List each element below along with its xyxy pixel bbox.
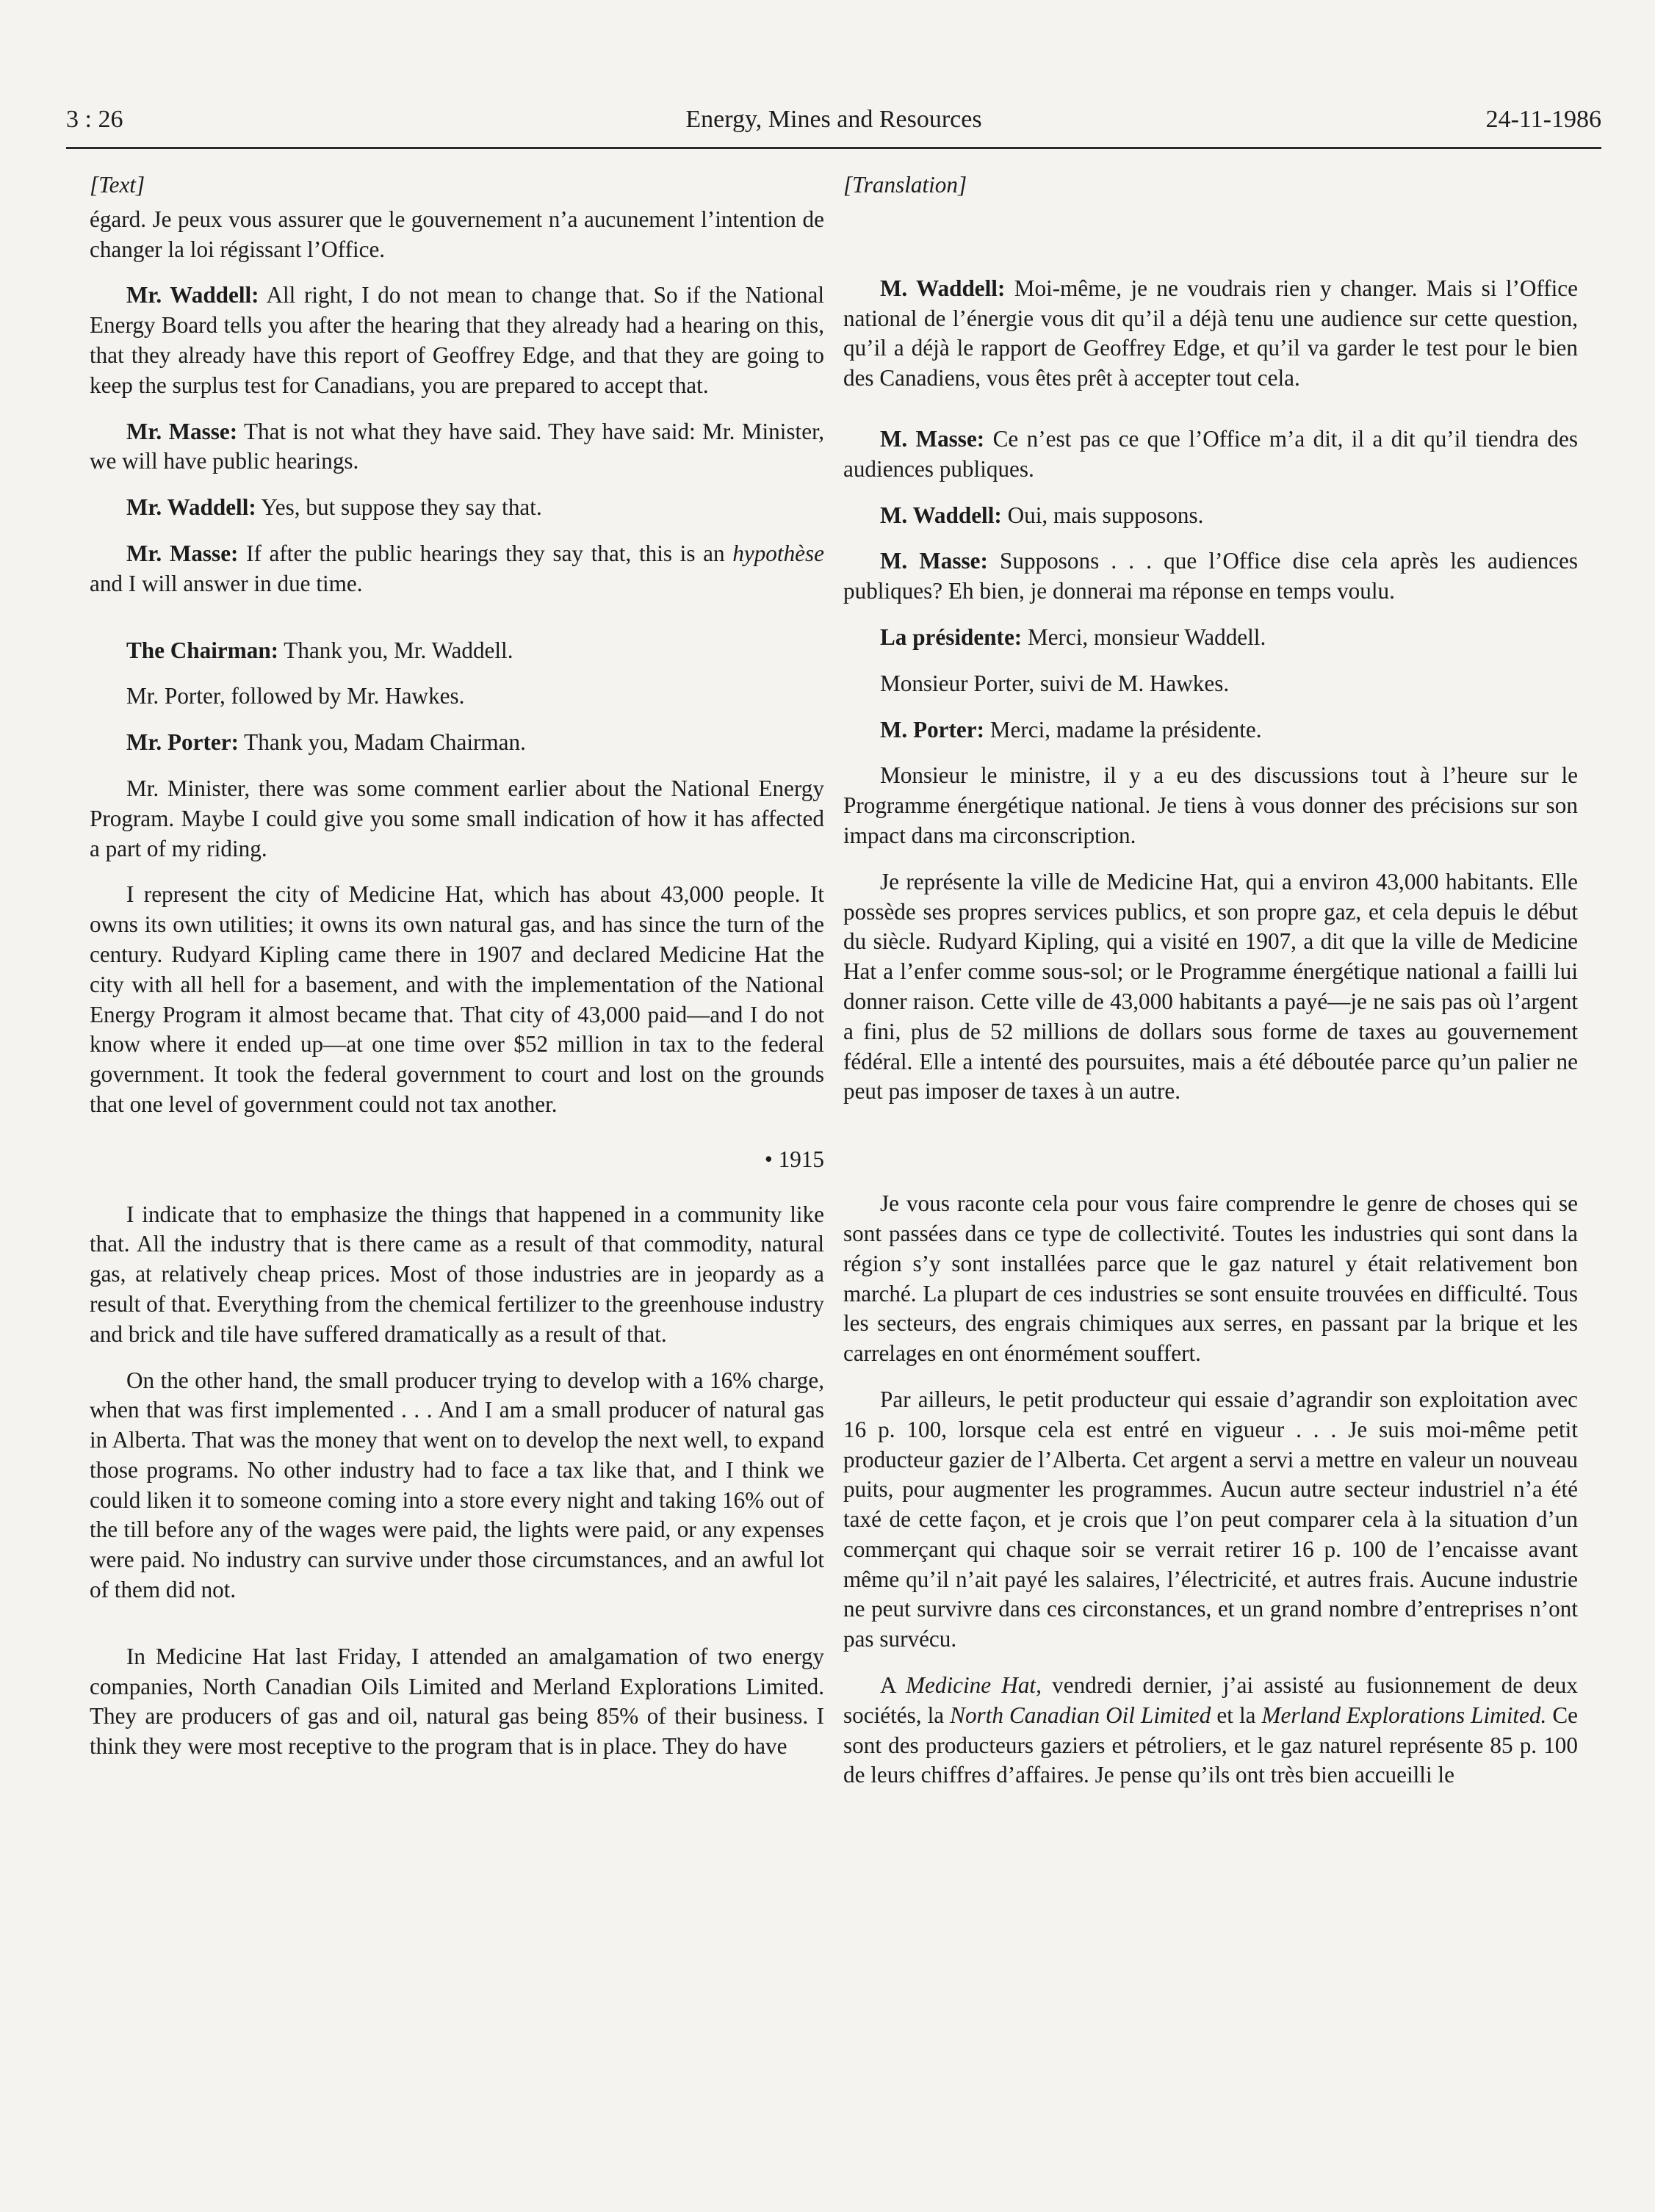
speech-text: Yes, but suppose they say that. xyxy=(256,494,542,521)
page-date: 24-11-1986 xyxy=(1485,106,1601,133)
paragraph: égard. Je peux vous assurer que le gouvernement n’a aucunement l’intention de changer la loi régissant l’Office. xyxy=(90,206,824,262)
paragraph xyxy=(90,417,824,477)
speech-text: A xyxy=(880,1672,906,1699)
italic-term: Merland Explorations Limited. xyxy=(1261,1702,1547,1728)
paragraph: I indicate that to emphasize the things that happened in a community like that. All the industry that is there came as a result of that commodity, natural gas, at relatively cheap prices. Most of those industries are in jeopardy as a result of that. Everything from the chemical fertilizer to the greenhouse industry and brick and tile have suffered dramatically as a result of that. xyxy=(90,1201,824,1347)
column-label: [Translation] xyxy=(843,172,967,198)
speech-text: All right, I do not mean to change that. So if the National Energy Board tells you after the hearing that they already had a hearing on this, that they already have this report of Geoffrey Edge, and that they are going to keep the surplus test for Canadians, you are prepared to accept that. xyxy=(90,282,824,398)
speech-text: If after the public hearings they say that, this is an xyxy=(238,540,733,566)
speech-text: Ce n’est pas ce que l’Office m’a dit, il a dit qu’il tiendra des audiences publiques. xyxy=(843,425,1579,482)
speaker-name: M. Waddell: xyxy=(880,275,1006,301)
speaker-name: Mr. Waddell: xyxy=(126,494,256,521)
italic-term: Medicine Hat, xyxy=(906,1672,1042,1699)
speaker-name: Mr. Masse: xyxy=(126,418,238,444)
speech-text: Oui, mais supposons. xyxy=(1001,502,1204,528)
paragraph xyxy=(843,623,1578,653)
speech-text: That is not what they have said. They have said: Mr. Minister, we will have public hearings. xyxy=(90,418,824,474)
publication-title: Energy, Mines and Resources xyxy=(685,106,982,133)
speech-text: Supposons . . . que l’Office dise cela après les audiences publiques? Eh bien, je donnerai ma réponse en temps voulu. xyxy=(843,548,1579,604)
speech-text: Moi-même, je ne voudrais rien y changer. Mais si l’Office national de l’énergie vous dit qu’il a déjà tenu une audience sur cette question, qu’il a déjà le rapport de Geoffrey Edge, et qu’il va garder le test pour le bien des Canadiens, vous êtes prêt à accepter tout cela. xyxy=(843,275,1578,391)
speaker-name: M. Masse: xyxy=(880,425,985,452)
paragraph xyxy=(90,281,824,400)
paragraph: Monsieur le ministre, il y a eu des discussions tout à l’heure sur le Programme énergétique national. Je tiens à vous donner des précisions sur son impact dans ma circonscription. xyxy=(843,762,1578,848)
paragraph xyxy=(843,546,1578,607)
french-column xyxy=(843,170,1578,1790)
paragraph: Je vous raconte cela pour vous faire comprendre le genre de choses qui se sont passées dans ce type de collectivité. Toutes les industries qui sont dans la région s’y sont installées parce que le gaz naturel y était relativement bon marché. La plupart de ces industries se sont ensuite trouvées en difficulté. Tous les secteurs, des engrais chimiques aux serres, en passant par la brique et les carrelages en ont énormément souffert. xyxy=(843,1190,1578,1367)
paragraph xyxy=(90,493,824,523)
paragraph xyxy=(843,1671,1578,1790)
page-number: 3 : 26 xyxy=(66,106,123,133)
paragraph: On the other hand, the small producer trying to develop with a 16% charge, when that was first implemented . . . And I am a small producer of natural gas in Alberta. That was the money that went on to develop the next well, to expand those programs. No other industry had to face a tax like that, and I think we could liken it to someone coming into a store every night and taking 16% out of the till before any of the wages were paid, the lights were paid, or any expenses were paid. No industry can survive under those circumstances, and an awful lot of them did not. xyxy=(90,1367,824,1603)
paragraph: Je représente la ville de Medicine Hat, qui a environ 43,000 habitants. Elle possède ses propres services publics, et son propre gaz, et cela depuis le début du siècle. Rudyard Kipling, qui a visité en 1907, a dit que la ville de Medicine Hat a l’enfer comme sous-sol; or le Programme énergétique national a failli lui donner raison. Cette ville de 43,000 habitants a payé—je ne sais pas où l’argent a fini, plus de 52 millions de dollars sous forme de taxes au gouvernement fédéral. Elle a intenté des poursuites, mais a été déboutée parce qu’un palier ne peut pas imposer de taxes à un autre. xyxy=(843,868,1578,1105)
speech-text: Merci, madame la présidente. xyxy=(984,716,1262,742)
paragraph xyxy=(90,539,824,599)
paragraph: Mr. Porter, followed by Mr. Hawkes. xyxy=(126,683,465,709)
paragraph xyxy=(843,501,1578,531)
speaker-name: M. Masse: xyxy=(880,548,988,574)
speech-text: Thank you, Madam Chairman. xyxy=(238,729,526,756)
paragraph xyxy=(90,728,824,758)
speaker-name: Mr. Porter: xyxy=(126,729,239,756)
speech-text: et la xyxy=(1211,1702,1262,1728)
speaker-name: La présidente: xyxy=(880,624,1023,650)
speech-text: and I will answer in due time. xyxy=(90,570,363,596)
page-header xyxy=(66,103,1601,149)
english-column xyxy=(90,170,824,1762)
speech-text: Merci, monsieur Waddell. xyxy=(1022,624,1266,650)
paragraph: Par ailleurs, le petit producteur qui essaie d’agrandir son exploitation avec 16 p. 100, lorsque cela est entré en vigueur . . . Je suis moi-même petit producteur gazier de l’Alberta. Cet argent a servi a mettre en valeur un nouveau puits, pour augmenter les programmes. Aucun autre secteur industriel n’a été taxé de cette façon, et je crois que l’on peut comparer cela à la situation d’un commerçant qui chaque soir se verrait retirer 16 p. 100 de l’encaisse avant même qu’il n’ait payé les salaires, l’électricité, et autres frais. Aucune industrie ne peut survivre dans ces circonstances, et un grand nombre d’entreprises n’ont pas survécu. xyxy=(843,1386,1578,1652)
speaker-name: The Chairman: xyxy=(126,637,279,663)
speaker-name: Mr. Waddell: xyxy=(126,282,259,308)
speaker-name: M. Porter: xyxy=(880,716,984,742)
speaker-name: M. Waddell: xyxy=(880,502,1002,528)
speaker-name: Mr. Masse: xyxy=(126,540,239,566)
column-label: [Text] xyxy=(90,172,145,198)
speech-text: Ce sont des producteurs gaziers et pétroliers, et le gaz naturel représente 85 p. 100 de leurs chiffres d’affaires. Je pense qu’ils ont très bien accueilli le xyxy=(843,1702,1578,1788)
speech-text: vendredi dernier, j’ai assisté au fusionnement de deux sociétés, la xyxy=(843,1672,1578,1728)
paragraph xyxy=(843,424,1578,485)
paragraph xyxy=(843,715,1578,745)
paragraph: In Medicine Hat last Friday, I attended an amalgamation of two energy companies, North Canadian Oils Limited and Merland Explorations Limited. They are producers of gas and oil, natural gas being 85% of their business. I think they were most receptive to the program that is in place. They do have xyxy=(90,1643,824,1760)
paragraph: Monsieur Porter, suivi de M. Hawkes. xyxy=(880,670,1230,696)
speech-text: Thank you, Mr. Waddell. xyxy=(278,637,513,663)
italic-term: North Canadian Oil Limited xyxy=(950,1702,1211,1728)
paragraph: I represent the city of Medicine Hat, which has about 43,000 people. It owns its own utilities; it owns its own natural gas, and has since the turn of the century. Rudyard Kipling came there in 1907 and declared Medicine Hat the city with all hell for a basement, and with the implementation of the National Energy Program it almost became that. That city of 43,000 paid—and I do not know where it ended up—at one time over $52 million in tax to the federal government. It took the federal government to court and lost on the grounds that one level of government could not tax another. xyxy=(90,881,824,1117)
paragraph: Mr. Minister, there was some comment earlier about the National Energy Program. Maybe I could give you some small indication of how it has affected a part of my riding. xyxy=(90,775,824,861)
italic-term: hypothèse xyxy=(732,540,824,566)
paragraph xyxy=(843,274,1578,394)
paragraph xyxy=(90,636,824,666)
time-marker: • 1915 xyxy=(764,1146,824,1172)
